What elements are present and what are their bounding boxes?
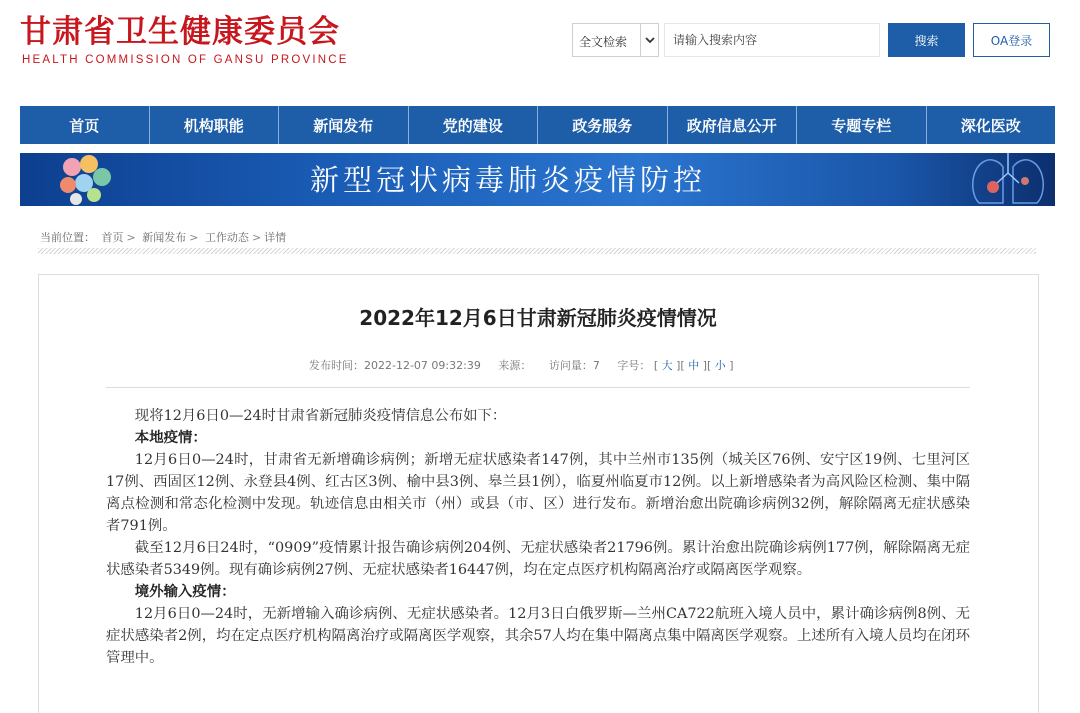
breadcrumb-work[interactable]: 工作动态 [204, 231, 249, 244]
breadcrumb-news[interactable]: 新闻发布 [142, 231, 187, 244]
bracket: ][ [699, 359, 715, 372]
views-count: 7 [592, 359, 600, 372]
hatch-divider [38, 248, 1036, 254]
article-meta [309, 357, 734, 373]
search-input[interactable] [664, 23, 880, 57]
subheading-imported: 境外输入疫情： [134, 583, 236, 600]
site-logo-cn[interactable]: 甘肃省卫生健康委员会 [20, 14, 340, 50]
nav-item-news[interactable]: 新闻发布 [279, 106, 409, 144]
breadcrumb-separator: > [189, 231, 199, 244]
views-label: 访问量： [548, 359, 593, 372]
nav-item-functions[interactable]: 机构职能 [150, 106, 280, 144]
main-nav [20, 106, 1055, 144]
font-size-label: 字号： [617, 359, 651, 372]
font-medium-link[interactable]: 中 [688, 359, 700, 372]
chevron-down-icon [640, 24, 658, 56]
site-logo-en: HEALTH COMMISSION OF GANSU PROVINCE [22, 54, 349, 66]
breadcrumb-home[interactable]: 首页 [101, 231, 124, 244]
breadcrumb-separator: > [126, 231, 136, 244]
breadcrumb-separator: > [251, 231, 262, 244]
font-small-link[interactable]: 小 [714, 359, 726, 372]
banner-title: 新型冠状病毒肺炎疫情防控 [310, 163, 707, 197]
nav-item-party[interactable]: 党的建设 [409, 106, 539, 144]
nav-item-services[interactable]: 政务服务 [538, 106, 668, 144]
source-label: 来源： [498, 359, 532, 372]
cumulative-paragraph: 截至12月6日24时，“0909”疫情累计报告确诊病例204例、无症状感染者21796例。累计治愈出院确诊病例177例，解除隔离无症状感染者5349例。现有确诊病例27例、无症状感染者16447例，均在定点医疗机构隔离治疗或隔离医学观察。 [106, 540, 970, 578]
publish-label: 发布时间： [309, 359, 364, 372]
breadcrumb-detail: 详情 [264, 231, 287, 244]
intro-paragraph: 现将12月6日0—24时甘肃省新冠肺炎疫情信息公布如下： [134, 408, 507, 424]
search-scope-label: 全文检索 [579, 35, 628, 49]
nav-item-reform[interactable]: 深化医改 [960, 116, 1021, 135]
bracket: ] [725, 359, 734, 372]
imported-paragraph: 12月6日0—24时，无新增输入确诊病例、无症状感染者。12月3日白俄罗斯—兰州CA722航班入境人员中，累计确诊病例8例、无症状感染者2例，均在定点医疗机构隔离治疗或隔离医学观察，其余57人均在集中隔离点集中隔离医学观察。上述所有入境人员均在闭环管理中。 [106, 606, 970, 666]
nav-item-disclosure[interactable]: 政府信息公开 [668, 106, 798, 144]
oa-login-button[interactable]: OA登录 [973, 23, 1050, 57]
publish-time: 2022-12-07 09:32:39 [364, 359, 481, 372]
bracket: ][ [672, 359, 689, 372]
breadcrumb-prefix: 当前位置： [40, 231, 95, 244]
nav-item-topics[interactable]: 专题专栏 [797, 106, 927, 144]
bracket: [ [653, 359, 662, 372]
article-title: 2022年12月6日甘肃新冠肺炎疫情情况 [359, 306, 717, 330]
search-scope-select[interactable] [572, 23, 659, 57]
search-button[interactable]: 搜索 [888, 23, 965, 57]
nav-item-home[interactable]: 首页 [20, 106, 150, 144]
header [0, 0, 1080, 105]
subheading-local: 本地疫情： [134, 429, 207, 446]
lungs-virus-icon [965, 153, 1055, 206]
meta-divider [106, 387, 970, 388]
flower-logo-icon [54, 155, 144, 205]
breadcrumb [40, 229, 289, 245]
covid-banner[interactable] [20, 153, 1055, 206]
article-body [106, 405, 970, 669]
local-paragraph: 12月6日0—24时，甘肃省无新增确诊病例；新增无症状感染者147例，其中兰州市135例（城关区76例、安宁区19例、七里河区17例、西固区12例、永登县4例、红古区3例、榆中县3例、皋兰县1例），临夏州临夏市12例。以上新增感染者为高风险区检测、集中隔离点检测和常态化检测中发现。轨迹信息由相关市（州）或县（市、区）进行发布。新增治愈出院确诊病例32例，解除隔离无症状感染者791例。 [106, 452, 970, 534]
font-large-link[interactable]: 大 [661, 359, 673, 372]
